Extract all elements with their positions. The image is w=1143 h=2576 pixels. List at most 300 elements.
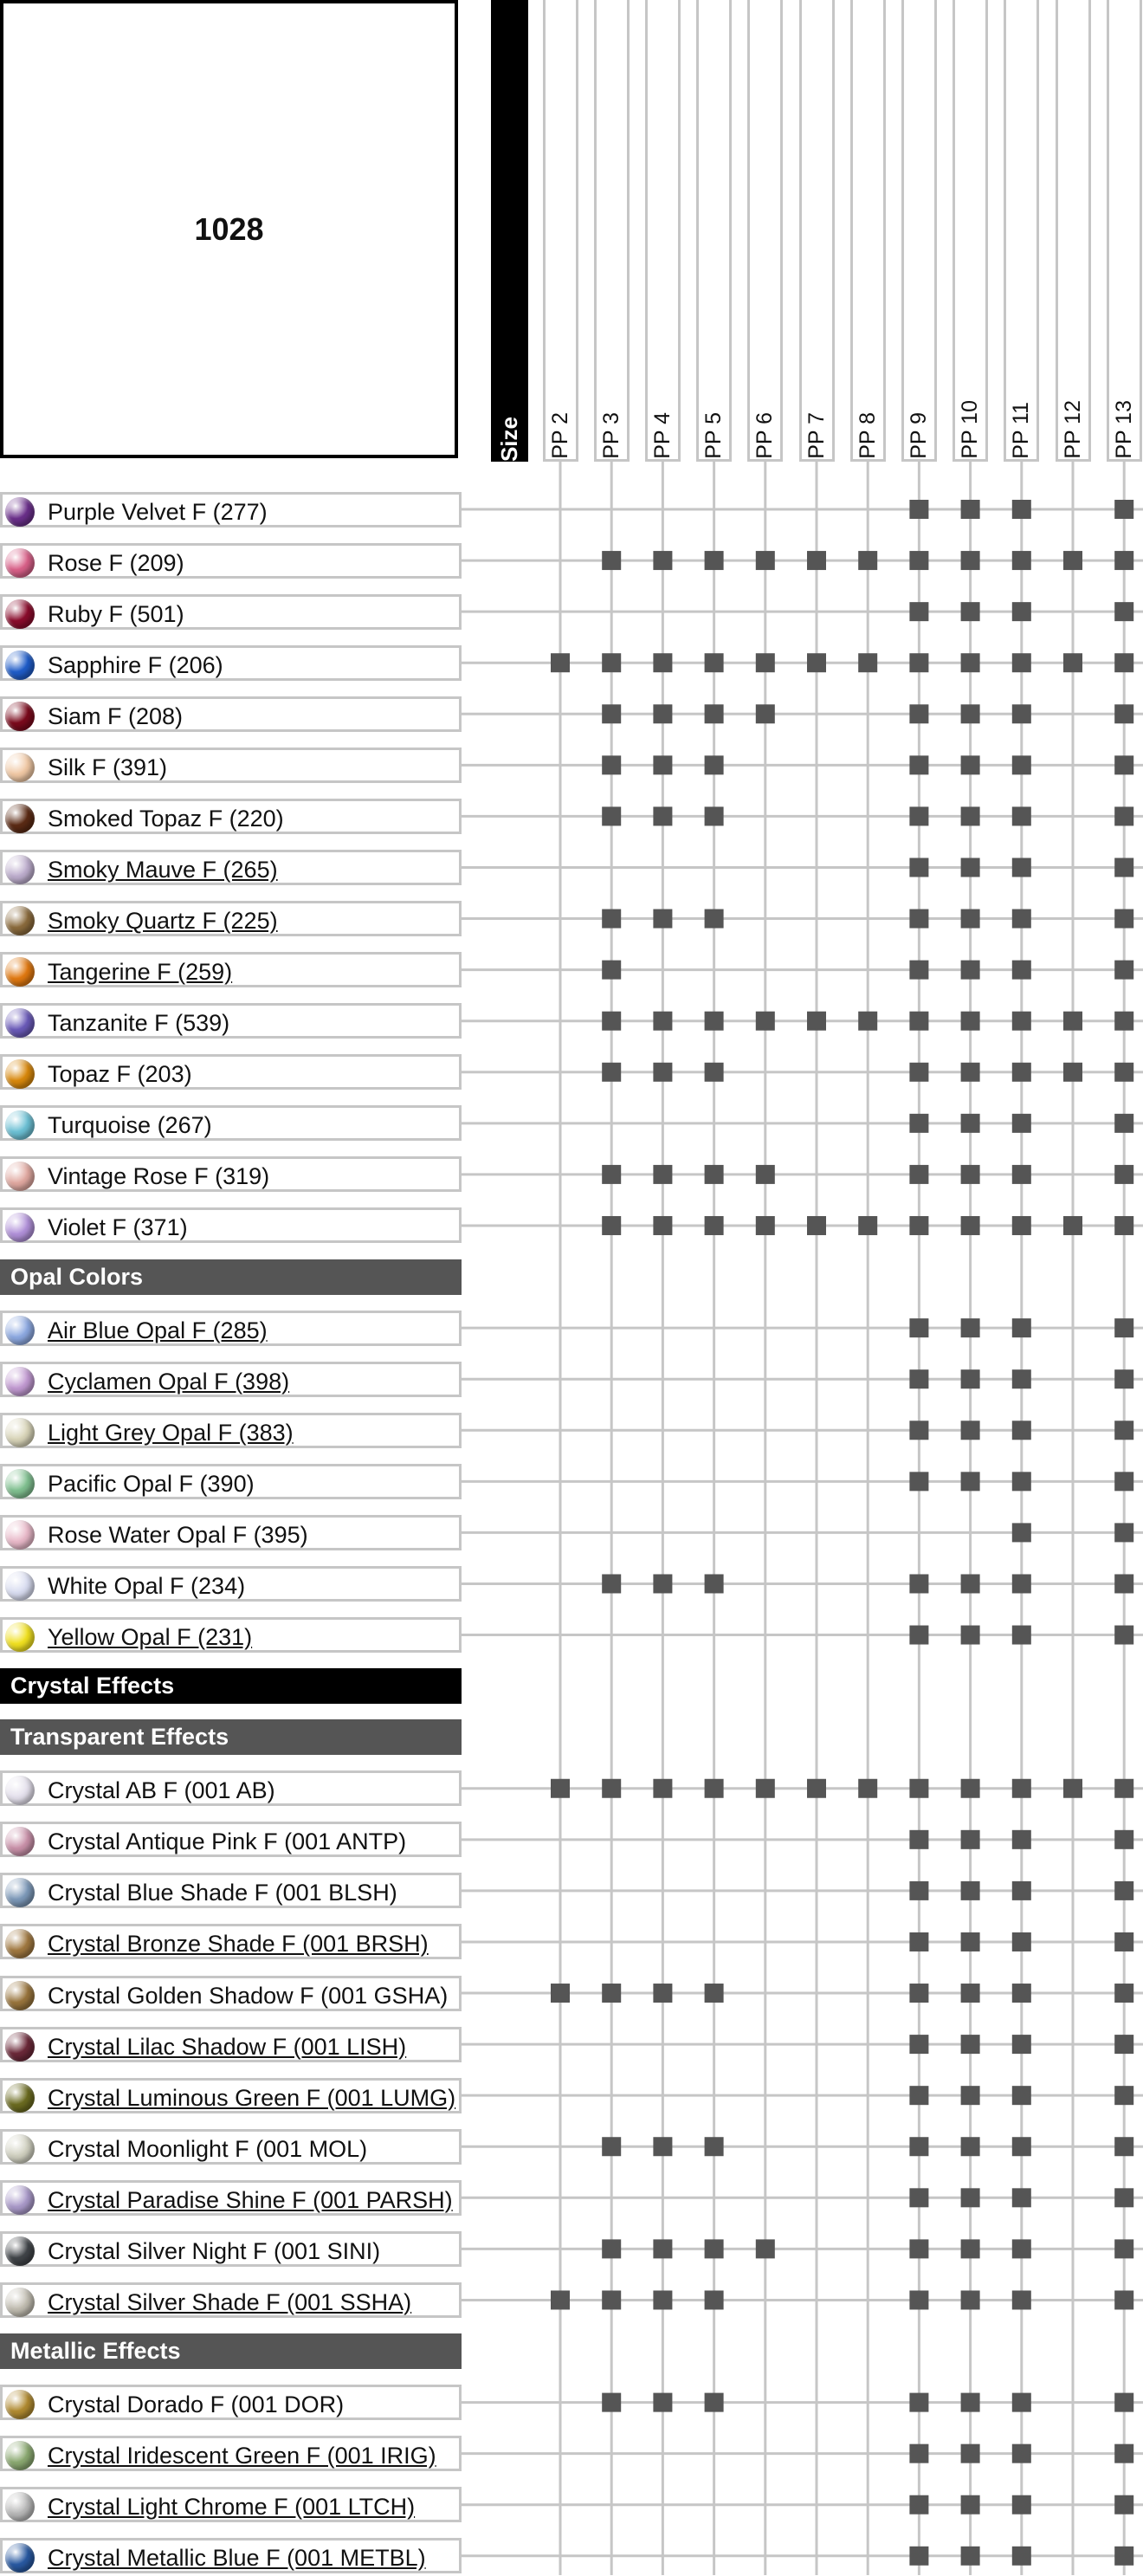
availability-marker: [1114, 1574, 1133, 1593]
color-name-label: Ruby F (501): [48, 600, 184, 627]
availability-marker: [961, 1574, 980, 1593]
availability-marker: [1012, 1472, 1031, 1491]
color-name-link[interactable]: Light Grey Opal F (383): [48, 1419, 294, 1446]
color-swatch-icon: [5, 2543, 35, 2573]
availability-marker: [1063, 551, 1082, 570]
availability-marker: [807, 653, 826, 672]
availability-marker: [909, 2188, 928, 2207]
availability-marker: [1114, 500, 1133, 519]
availability-marker: [705, 1165, 724, 1184]
color-row[interactable]: [0, 2282, 462, 2318]
availability-marker: [1012, 2547, 1031, 2566]
availability-marker: [1114, 2239, 1133, 2258]
column-header-pp-3: [594, 0, 630, 462]
color-row[interactable]: [0, 2078, 462, 2113]
availability-marker: [653, 1216, 672, 1235]
availability-marker: [551, 653, 570, 672]
color-name-link[interactable]: Tangerine F (259): [48, 959, 233, 986]
availability-marker: [1012, 1626, 1031, 1645]
availability-marker: [1012, 1114, 1031, 1133]
availability-marker: [1114, 806, 1133, 825]
column-header-label: PP 4: [649, 412, 675, 459]
availability-marker: [1012, 2188, 1031, 2207]
color-row[interactable]: [0, 2538, 462, 2573]
availability-marker: [1012, 2290, 1031, 2309]
availability-marker: [858, 1779, 877, 1798]
availability-marker: [1012, 1369, 1031, 1388]
color-swatch-icon: [5, 1110, 35, 1140]
column-header-label: PP 2: [547, 412, 572, 459]
availability-marker: [602, 1063, 621, 1082]
size-header-label: Size: [496, 416, 522, 462]
availability-marker: [909, 806, 928, 825]
availability-marker: [653, 1574, 672, 1593]
availability-marker: [551, 1984, 570, 2003]
availability-marker: [909, 1626, 928, 1645]
availability-marker: [1012, 1012, 1031, 1031]
availability-marker: [1114, 1984, 1133, 2003]
availability-marker: [961, 1830, 980, 1849]
availability-marker: [961, 1421, 980, 1440]
availability-marker: [961, 1369, 980, 1388]
availability-marker: [1114, 704, 1133, 723]
availability-marker: [1012, 551, 1031, 570]
availability-marker: [961, 602, 980, 621]
availability-marker: [961, 1114, 980, 1133]
color-swatch-icon: [5, 2441, 35, 2470]
color-name-link[interactable]: Crystal Luminous Green F (001 LUMG): [48, 2084, 456, 2111]
availability-marker: [961, 2239, 980, 2258]
color-name-label: Crystal Moonlight F (001 MOL): [48, 2135, 368, 2162]
color-swatch-icon: [5, 2492, 35, 2521]
color-row: [0, 594, 462, 630]
color-row: [0, 1566, 462, 1602]
availability-marker: [909, 1216, 928, 1235]
availability-marker: [909, 1165, 928, 1184]
color-name-label: Sapphire F (206): [48, 651, 223, 678]
availability-marker: [961, 806, 980, 825]
availability-marker: [1012, 806, 1031, 825]
section-header: Transparent Effects: [0, 1719, 462, 1755]
availability-marker: [1114, 2188, 1133, 2207]
availability-marker: [1114, 653, 1133, 672]
color-swatch-icon: [5, 753, 35, 782]
availability-marker: [1012, 1984, 1031, 2003]
color-row: [0, 1976, 462, 2011]
availability-marker: [909, 2137, 928, 2156]
color-name-link[interactable]: Crystal Light Chrome F (001 LTCH): [48, 2494, 416, 2521]
color-name-link[interactable]: Crystal Metallic Blue F (001 METBL): [48, 2545, 426, 2572]
availability-marker: [858, 551, 877, 570]
availability-marker: [961, 1216, 980, 1235]
color-row[interactable]: [0, 1924, 462, 1959]
availability-marker: [961, 1984, 980, 2003]
availability-marker: [961, 2393, 980, 2412]
column-header-pp-8: [850, 0, 886, 462]
availability-marker: [807, 1779, 826, 1798]
availability-marker: [705, 806, 724, 825]
availability-marker: [602, 806, 621, 825]
color-name-label: Crystal Dorado F (001 DOR): [48, 2392, 345, 2418]
availability-marker: [961, 755, 980, 774]
availability-marker: [1012, 500, 1031, 519]
availability-marker: [602, 2239, 621, 2258]
column-header-pp-6: [747, 0, 783, 462]
color-row: [0, 799, 462, 834]
availability-marker: [858, 1216, 877, 1235]
availability-marker: [653, 704, 672, 723]
availability-marker: [1012, 755, 1031, 774]
availability-marker: [1012, 704, 1031, 723]
color-name-link[interactable]: Crystal Silver Shade F (001 SSHA): [48, 2288, 412, 2315]
color-swatch-icon: [5, 1418, 35, 1447]
availability-marker: [1114, 551, 1133, 570]
color-name-link[interactable]: Yellow Opal F (231): [48, 1624, 253, 1651]
availability-marker: [909, 2444, 928, 2463]
availability-marker: [1012, 1779, 1031, 1798]
availability-marker: [551, 1779, 570, 1798]
availability-marker: [909, 2547, 928, 2566]
availability-marker: [1114, 1932, 1133, 1951]
color-name-label: Crystal Golden Shadow F (001 GSHA): [48, 1982, 449, 2009]
color-row[interactable]: [0, 2487, 462, 2522]
availability-marker: [1012, 2495, 1031, 2515]
availability-marker: [602, 1984, 621, 2003]
availability-marker: [909, 1574, 928, 1593]
availability-marker: [1063, 653, 1082, 672]
availability-marker: [1114, 1421, 1133, 1440]
color-row: [0, 1003, 462, 1039]
column-header-label: PP 13: [1111, 400, 1136, 459]
availability-marker: [705, 551, 724, 570]
availability-marker: [961, 2444, 980, 2463]
availability-marker: [1114, 909, 1133, 929]
color-row: [0, 1156, 462, 1192]
availability-marker: [602, 2290, 621, 2309]
color-swatch-icon: [5, 906, 35, 935]
column-header-pp-2: [543, 0, 578, 462]
availability-marker: [961, 1012, 980, 1031]
color-name-link[interactable]: Crystal Paradise Shine F (001 PARSH): [48, 2186, 453, 2213]
availability-marker: [653, 755, 672, 774]
availability-marker: [909, 2086, 928, 2105]
availability-marker: [961, 1881, 980, 1900]
availability-marker: [909, 961, 928, 980]
availability-marker: [909, 1114, 928, 1133]
availability-marker: [653, 1063, 672, 1082]
color-row[interactable]: [0, 1413, 462, 1448]
availability-marker: [653, 806, 672, 825]
availability-marker: [653, 1012, 672, 1031]
section-header: Metallic Effects: [0, 2333, 462, 2369]
color-swatch-icon: [5, 2390, 35, 2419]
availability-marker: [1012, 2239, 1031, 2258]
availability-marker: [909, 500, 928, 519]
color-swatch-icon: [5, 2134, 35, 2164]
availability-marker: [961, 2035, 980, 2054]
availability-marker: [705, 704, 724, 723]
availability-marker: [1114, 1165, 1133, 1184]
column-header-label: PP 7: [804, 412, 829, 459]
color-swatch-icon: [5, 1622, 35, 1652]
color-name-link[interactable]: Air Blue Opal F (285): [48, 1317, 268, 1343]
availability-marker: [705, 2239, 724, 2258]
color-name-label: Silk F (391): [48, 754, 168, 780]
availability-marker: [1114, 1472, 1133, 1491]
availability-marker: [1114, 2393, 1133, 2412]
model-number: 1028: [194, 210, 264, 247]
color-swatch-icon: [5, 1929, 35, 1958]
color-swatch-icon: [5, 1059, 35, 1089]
column-header-pp-11: [1004, 0, 1039, 462]
availability-marker: [653, 1984, 672, 2003]
availability-marker: [1114, 2035, 1133, 2054]
color-swatch-icon: [5, 1316, 35, 1345]
color-name-link[interactable]: Smoky Mauve F (265): [48, 856, 278, 883]
availability-marker: [653, 653, 672, 672]
availability-marker: [602, 755, 621, 774]
availability-marker: [705, 1063, 724, 1082]
color-name-label: Vintage Rose F (319): [48, 1163, 270, 1190]
color-name-link[interactable]: Cyclamen Opal F (398): [48, 1368, 290, 1395]
color-row[interactable]: [0, 901, 462, 936]
availability-marker: [1012, 602, 1031, 621]
availability-marker: [909, 2290, 928, 2309]
availability-marker: [1012, 858, 1031, 877]
availability-marker: [705, 755, 724, 774]
availability-marker: [909, 2495, 928, 2515]
color-name-label: Topaz F (203): [48, 1061, 192, 1088]
color-row: [0, 645, 462, 681]
availability-marker: [705, 2137, 724, 2156]
column-header-label: PP 11: [1009, 402, 1034, 459]
availability-marker: [961, 1165, 980, 1184]
availability-marker: [858, 1012, 877, 1031]
column-header-label: PP 8: [855, 412, 880, 459]
availability-marker: [961, 1626, 980, 1645]
color-swatch-icon: [5, 1878, 35, 1907]
availability-marker: [602, 1165, 621, 1184]
color-row[interactable]: [0, 1617, 462, 1653]
column-header-pp-10: [953, 0, 988, 462]
availability-marker: [909, 2393, 928, 2412]
availability-marker: [1114, 1369, 1133, 1388]
availability-marker: [653, 1165, 672, 1184]
availability-marker: [1114, 1318, 1133, 1337]
availability-marker: [1063, 1012, 1082, 1031]
availability-marker: [1114, 1063, 1133, 1082]
availability-marker: [909, 2239, 928, 2258]
color-swatch-icon: [5, 1981, 35, 2010]
color-row[interactable]: [0, 850, 462, 885]
availability-marker: [909, 1369, 928, 1388]
column-header-label: PP 5: [701, 412, 726, 459]
availability-marker: [705, 1779, 724, 1798]
color-row: [0, 1822, 462, 1857]
column-header-pp-5: [696, 0, 732, 462]
column-header-pp-7: [799, 0, 835, 462]
availability-marker: [961, 2495, 980, 2515]
availability-marker: [1114, 961, 1133, 980]
color-name-label: Crystal AB F (001 AB): [48, 1777, 275, 1804]
availability-marker: [961, 704, 980, 723]
availability-marker: [961, 909, 980, 929]
availability-marker: [909, 1830, 928, 1849]
color-swatch-icon: [5, 2083, 35, 2113]
availability-marker: [961, 2547, 980, 2566]
availability-marker: [1114, 755, 1133, 774]
availability-marker: [1012, 653, 1031, 672]
availability-marker: [807, 1216, 826, 1235]
color-name-label: Crystal Silver Night F (001 SINI): [48, 2237, 381, 2264]
availability-marker: [909, 858, 928, 877]
availability-marker: [961, 2086, 980, 2105]
color-swatch-icon: [5, 1367, 35, 1396]
availability-marker: [807, 551, 826, 570]
color-row: [0, 2129, 462, 2165]
color-row[interactable]: [0, 2436, 462, 2471]
color-swatch-icon: [5, 497, 35, 527]
availability-marker: [705, 1216, 724, 1235]
availability-marker: [961, 1472, 980, 1491]
color-name-label: Rose Water Opal F (395): [48, 1521, 308, 1548]
availability-marker: [756, 704, 775, 723]
availability-marker: [1012, 2393, 1031, 2412]
availability-marker: [551, 2290, 570, 2309]
color-row[interactable]: [0, 2180, 462, 2216]
availability-marker: [1063, 1063, 1082, 1082]
availability-marker: [909, 909, 928, 929]
color-row: [0, 2231, 462, 2267]
availability-marker: [1012, 2444, 1031, 2463]
color-row[interactable]: [0, 1362, 462, 1397]
availability-marker: [1114, 1216, 1133, 1235]
availability-marker: [909, 1421, 928, 1440]
availability-marker: [909, 704, 928, 723]
availability-marker: [602, 551, 621, 570]
availability-marker: [705, 653, 724, 672]
availability-marker: [858, 653, 877, 672]
color-swatch-icon: [5, 1571, 35, 1601]
availability-marker: [961, 2137, 980, 2156]
availability-marker: [961, 500, 980, 519]
availability-marker: [653, 1779, 672, 1798]
model-number-box: [0, 0, 458, 458]
color-swatch-icon: [5, 855, 35, 884]
color-swatch-icon: [5, 1162, 35, 1191]
availability-marker: [1114, 1830, 1133, 1849]
availability-marker: [602, 1216, 621, 1235]
color-swatch-icon: [5, 599, 35, 629]
color-name-link[interactable]: Crystal Lilac Shadow F (001 LISH): [48, 2033, 407, 2060]
color-name-label: White Opal F (234): [48, 1572, 246, 1599]
availability-marker: [961, 2290, 980, 2309]
color-row: [0, 1873, 462, 1908]
size-header: [491, 0, 528, 462]
availability-marker: [1012, 1574, 1031, 1593]
availability-marker: [1114, 1114, 1133, 1133]
availability-marker: [602, 1779, 621, 1798]
availability-marker: [909, 1984, 928, 2003]
color-name-link[interactable]: Crystal Bronze Shade F (001 BRSH): [48, 1931, 429, 1958]
availability-marker: [909, 1063, 928, 1082]
column-header-label: PP 10: [958, 400, 983, 459]
color-row: [0, 492, 462, 527]
availability-marker: [756, 1165, 775, 1184]
availability-marker: [756, 551, 775, 570]
availability-marker: [602, 704, 621, 723]
color-swatch-icon: [5, 1520, 35, 1550]
availability-marker: [602, 2393, 621, 2412]
color-name-link[interactable]: Crystal Iridescent Green F (001 IRIG): [48, 2443, 436, 2469]
column-header-label: PP 9: [906, 412, 931, 459]
availability-marker: [961, 1779, 980, 1798]
availability-marker: [705, 2290, 724, 2309]
color-row[interactable]: [0, 2027, 462, 2062]
availability-marker: [1012, 2086, 1031, 2105]
color-row: [0, 1464, 462, 1499]
color-row[interactable]: [0, 1311, 462, 1346]
availability-marker: [653, 2290, 672, 2309]
availability-marker: [1114, 2495, 1133, 2515]
color-swatch-icon: [5, 2185, 35, 2215]
availability-marker: [1012, 961, 1031, 980]
availability-marker: [961, 1318, 980, 1337]
color-name-label: Purple Velvet F (277): [48, 498, 268, 525]
availability-marker: [1063, 1216, 1082, 1235]
availability-marker: [1012, 909, 1031, 929]
color-row: [0, 696, 462, 732]
color-swatch-icon: [5, 650, 35, 680]
color-name-label: Crystal Antique Pink F (001 ANTP): [48, 1828, 407, 1855]
color-name-link[interactable]: Smoky Quartz F (225): [48, 908, 278, 935]
color-swatch-icon: [5, 548, 35, 578]
availability-marker: [909, 2035, 928, 2054]
availability-marker: [1012, 1881, 1031, 1900]
availability-marker: [1012, 1165, 1031, 1184]
availability-marker: [909, 551, 928, 570]
color-swatch-icon: [5, 804, 35, 833]
availability-marker: [1114, 1626, 1133, 1645]
color-swatch-icon: [5, 1213, 35, 1242]
availability-marker: [1114, 1012, 1133, 1031]
color-row: [0, 1054, 462, 1090]
availability-marker: [807, 1012, 826, 1031]
availability-marker: [1114, 2444, 1133, 2463]
column-header-label: PP 3: [598, 412, 623, 459]
availability-marker: [1012, 1523, 1031, 1542]
availability-marker: [1114, 1523, 1133, 1542]
color-swatch-icon: [5, 1469, 35, 1498]
availability-marker: [705, 909, 724, 929]
color-row: [0, 1207, 462, 1243]
availability-marker: [961, 1063, 980, 1082]
availability-marker: [756, 1779, 775, 1798]
section-header: Opal Colors: [0, 1259, 462, 1295]
availability-marker: [1114, 2547, 1133, 2566]
availability-marker: [705, 1984, 724, 2003]
color-row: [0, 1515, 462, 1550]
availability-marker: [909, 653, 928, 672]
color-name-label: Violet F (371): [48, 1214, 188, 1241]
color-swatch-icon: [5, 2236, 35, 2266]
availability-marker: [756, 2239, 775, 2258]
availability-marker: [1114, 602, 1133, 621]
availability-marker: [1114, 2086, 1133, 2105]
availability-marker: [961, 961, 980, 980]
color-row[interactable]: [0, 952, 462, 987]
color-name-label: Rose F (209): [48, 549, 184, 576]
